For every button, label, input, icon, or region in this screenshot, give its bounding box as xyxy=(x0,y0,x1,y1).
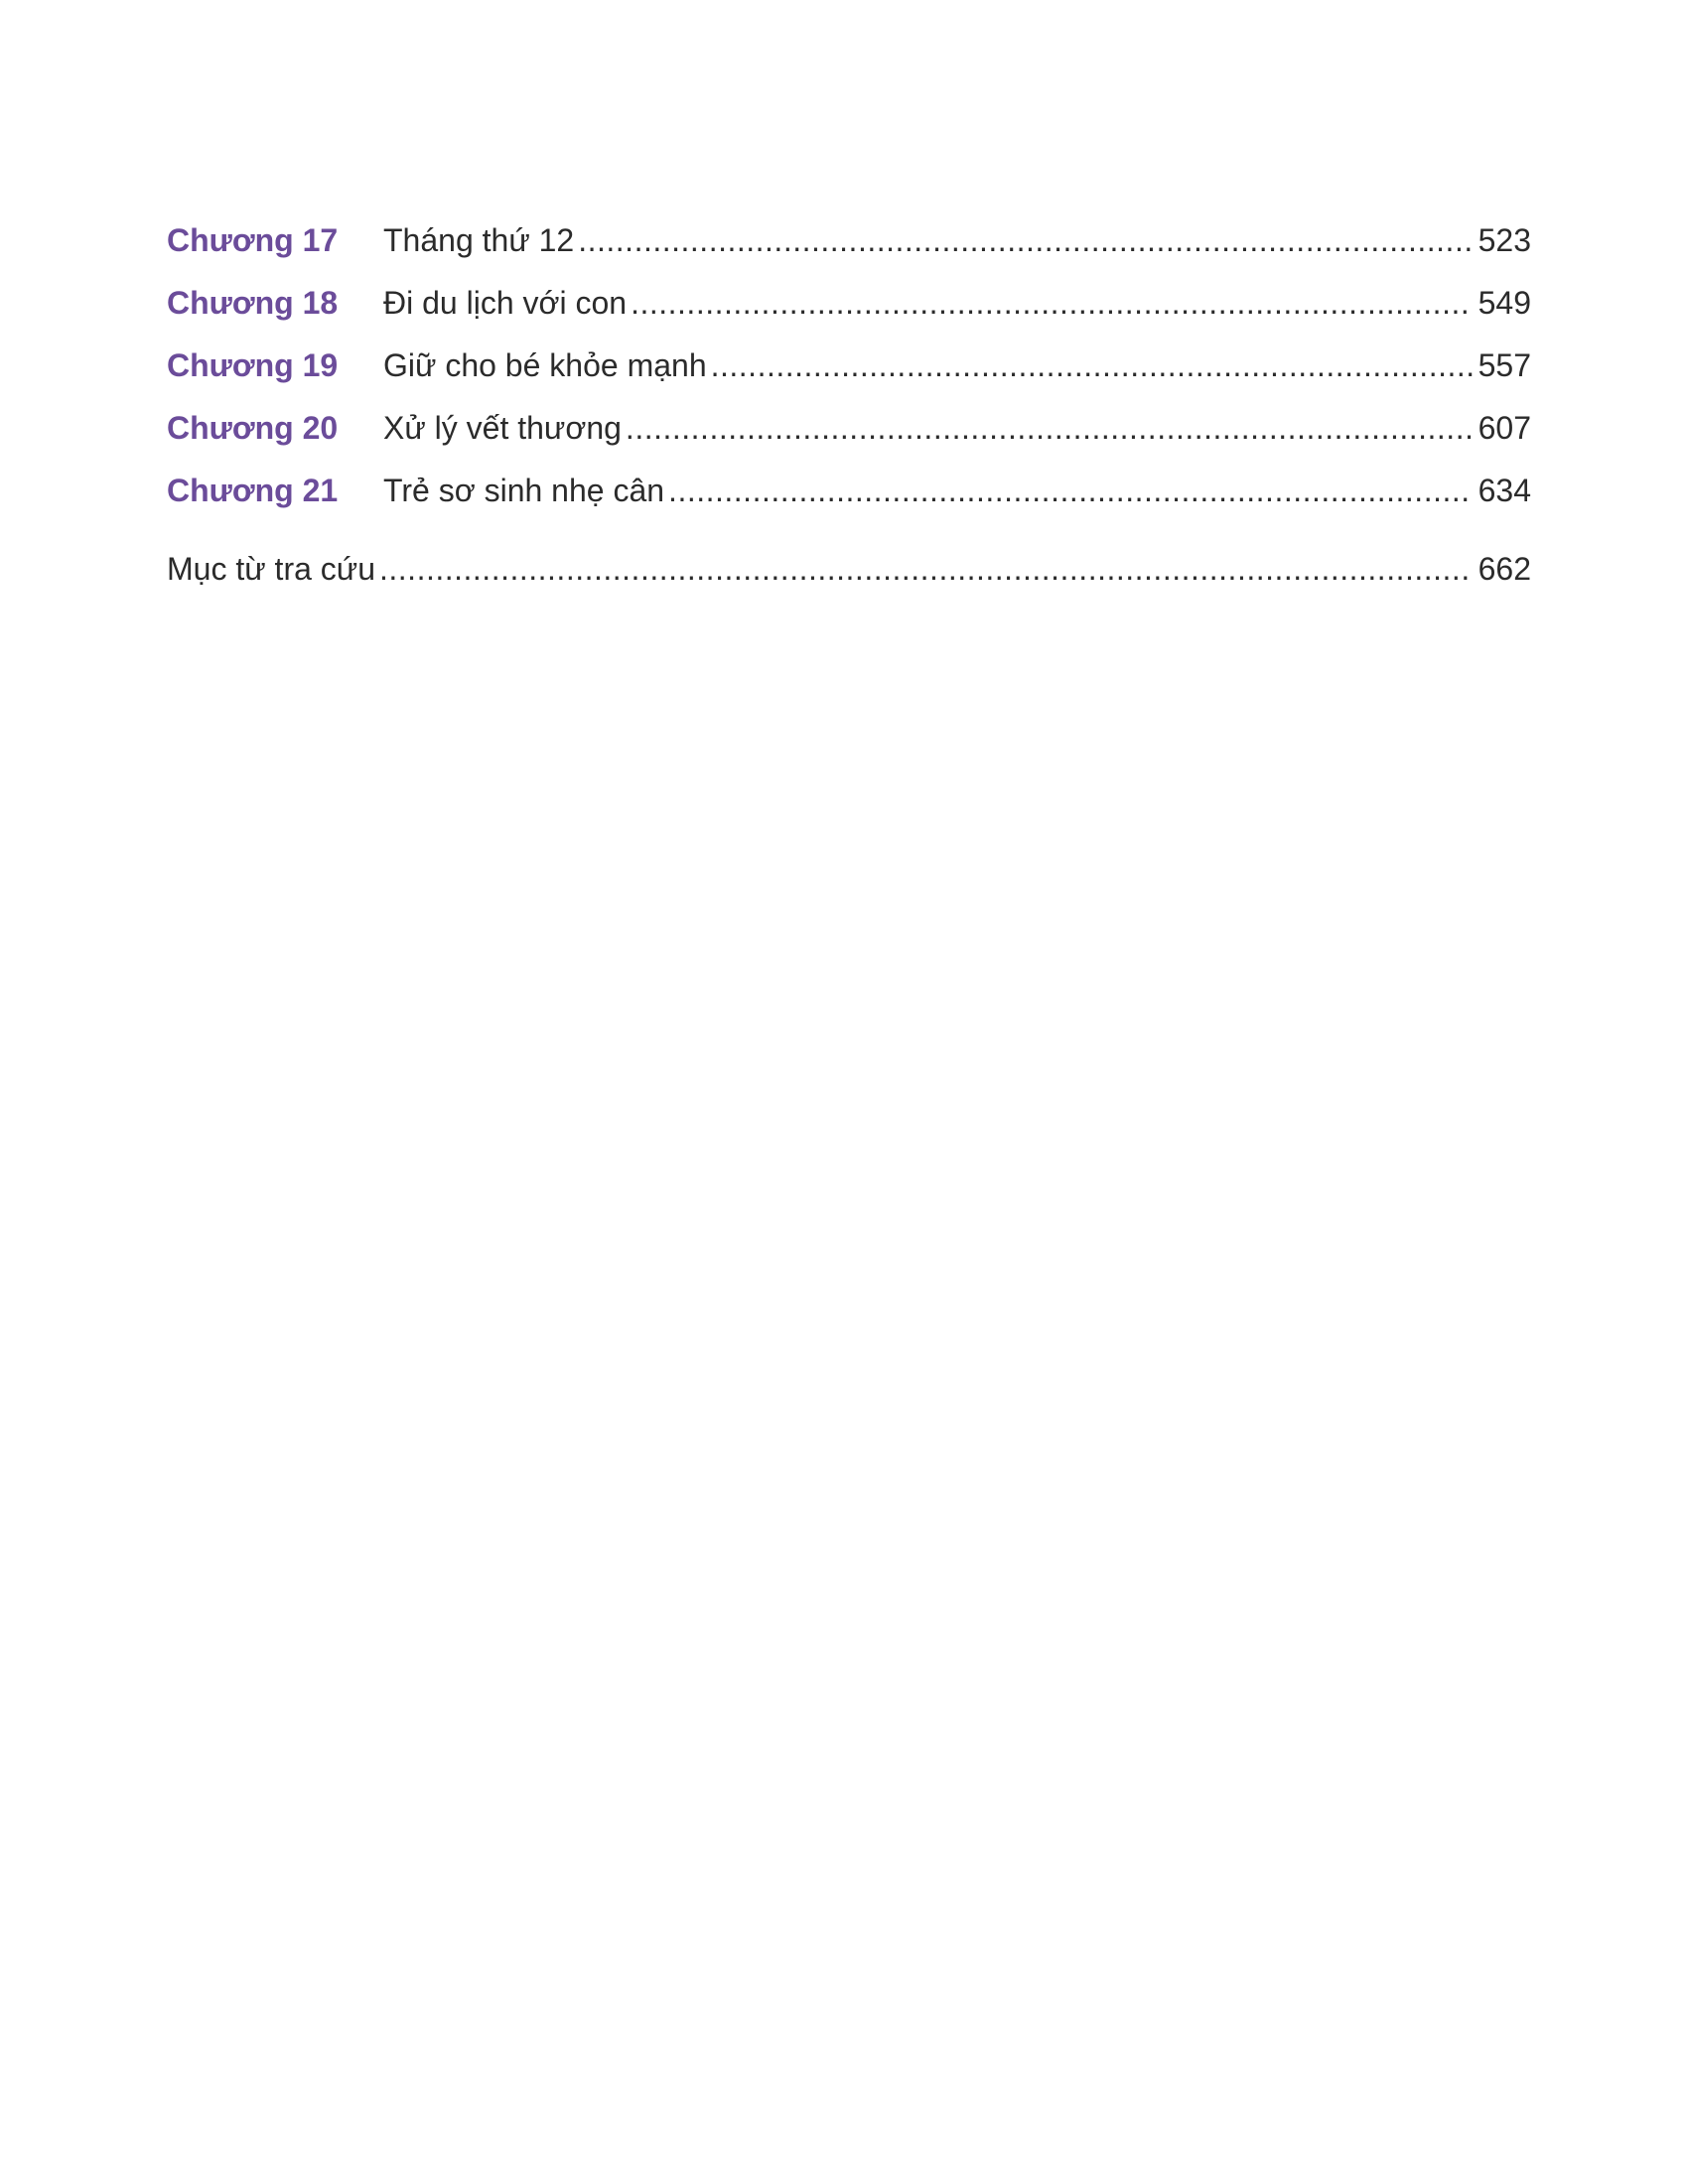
chapter-number: Chương 19 xyxy=(167,347,339,383)
page-number: 523 xyxy=(1477,222,1531,258)
toc-entry-chapter-19[interactable] xyxy=(167,341,1531,404)
chapter-number: Chương 20 xyxy=(167,410,339,446)
dot-leader xyxy=(578,216,1472,264)
dot-leader xyxy=(631,279,1473,327)
dot-leader xyxy=(711,341,1473,389)
toc-entry-chapter-18[interactable] xyxy=(167,279,1531,341)
chapter-number: Chương 21 xyxy=(167,473,339,508)
dot-leader xyxy=(379,545,1473,593)
chapter-number: Chương 18 xyxy=(167,285,339,321)
toc-entry-chapter-17[interactable] xyxy=(167,216,1531,279)
index-title: Mục từ tra cứu xyxy=(167,551,375,587)
dot-leader xyxy=(668,467,1473,514)
chapter-title: Trẻ sơ sinh nhẹ cân xyxy=(383,473,665,508)
chapter-number: Chương 17 xyxy=(167,222,339,258)
table-of-contents xyxy=(167,216,1531,608)
page-number: 549 xyxy=(1477,285,1531,321)
page-number: 634 xyxy=(1477,473,1531,508)
toc-entry-chapter-20[interactable] xyxy=(167,404,1531,467)
page-number: 662 xyxy=(1477,551,1531,587)
toc-entry-chapter-21[interactable] xyxy=(167,467,1531,529)
chapter-title: Tháng thứ 12 xyxy=(383,222,575,258)
chapter-title: Đi du lịch với con xyxy=(383,285,628,321)
page-number: 557 xyxy=(1477,347,1531,383)
chapter-title: Xử lý vết thương xyxy=(383,410,622,446)
toc-entry-index[interactable] xyxy=(167,545,1531,608)
dot-leader xyxy=(626,404,1473,452)
page-number: 607 xyxy=(1477,410,1531,446)
chapter-title: Giữ cho bé khỏe mạnh xyxy=(383,347,707,383)
